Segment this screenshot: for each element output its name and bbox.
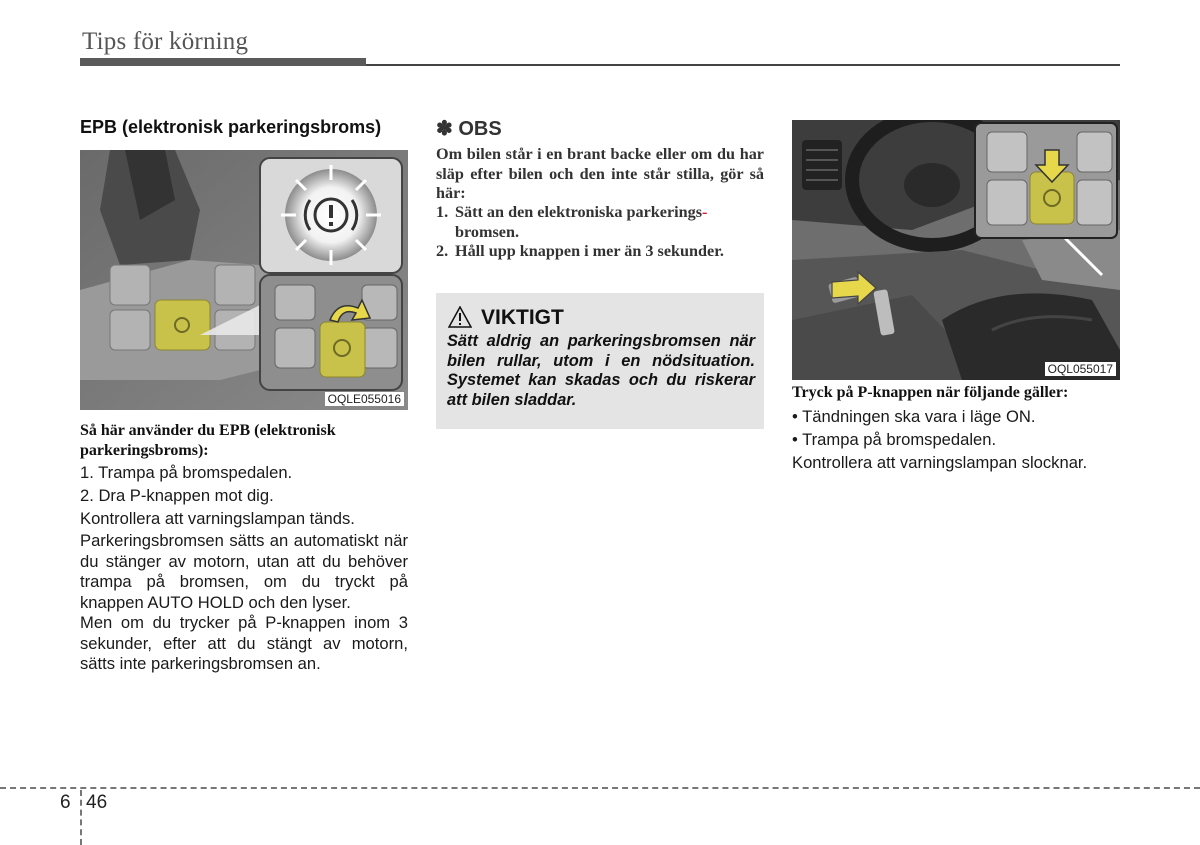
footer-rule	[0, 787, 1200, 789]
epb-button-small	[155, 300, 210, 350]
obs-label: OBS	[458, 118, 502, 140]
bullet-ignition: • Tändningen ska vara i läge ON.	[792, 407, 1036, 426]
epb-release-figure	[792, 120, 1120, 380]
check-lamp-text: Kontrollera att varningslampan tänds.	[80, 509, 355, 528]
viktigt-box	[436, 293, 764, 429]
override-paragraph: Men om du trycker på P-knappen inom 3 sekunder, efter att du stängt av motorn, sätts inte parkeringsbromsen an.	[80, 613, 408, 673]
bullet-brake: • Trampa på bromspedalen.	[792, 430, 997, 449]
section-heading: EPB (elektronisk parkeringsbroms)	[80, 117, 382, 137]
footer-divider	[80, 790, 82, 845]
obs-item-text: Håll upp knappen i mer än 3 sekunder.	[455, 242, 724, 260]
header-bar	[80, 58, 366, 66]
step-1: 1. Trampa på bromspedalen.	[80, 463, 293, 482]
header-rule	[366, 64, 1120, 66]
viktigt-title: VIKTIGT	[481, 306, 564, 329]
epb-console-illustration	[80, 150, 408, 410]
chapter-title: Tips för körning	[82, 28, 249, 55]
obs-item-number: 1.	[436, 203, 449, 221]
asterisk-icon: ✽	[436, 118, 453, 140]
viktigt-text: Sätt aldrig an parkeringsbromsen när bilen rullar, utom i en nödsituation. Systemet kan skadas och du riskerar att bilen sladdar.	[447, 332, 755, 409]
air-vent	[802, 140, 842, 190]
press-heading: Tryck på P-knappen när följande gäller:	[792, 384, 1069, 401]
auto-apply-paragraph: Parkeringsbromsen sätts an automatiskt när du stänger av motorn, utan att du behöver trampa på bromsen, om du tryckt på knappen AUTO HOLD och den lyser.	[80, 531, 408, 612]
obs-heading	[436, 116, 502, 141]
check-lamp-off-text: Kontrollera att varningslampan slocknar.	[792, 453, 1088, 472]
obs-body: Om bilen står i en brant backe eller om du har släp efter bilen och den inte står stilla, gör så här:	[436, 145, 764, 202]
obs-item-2	[436, 242, 764, 262]
epb-figure	[80, 150, 408, 410]
chapter-number: 6	[60, 792, 71, 813]
driver-footwell-illustration	[792, 120, 1120, 380]
page-number: 46	[86, 792, 108, 813]
epb-button-large	[320, 322, 365, 377]
step-2: 2. Dra P-knappen mot dig.	[80, 486, 274, 505]
obs-item-1	[436, 203, 764, 242]
obs-item-number: 2.	[436, 242, 449, 260]
warning-triangle-icon	[448, 306, 472, 328]
figure-code: OQLE055016	[325, 392, 404, 406]
how-to-heading: Så här använder du EPB (elektronisk parkeringsbroms):	[80, 422, 336, 459]
obs-item-text: Sätt an den elektroniska parkerings- bromsen.	[455, 203, 708, 241]
figure-code: OQL055017	[1045, 362, 1116, 376]
